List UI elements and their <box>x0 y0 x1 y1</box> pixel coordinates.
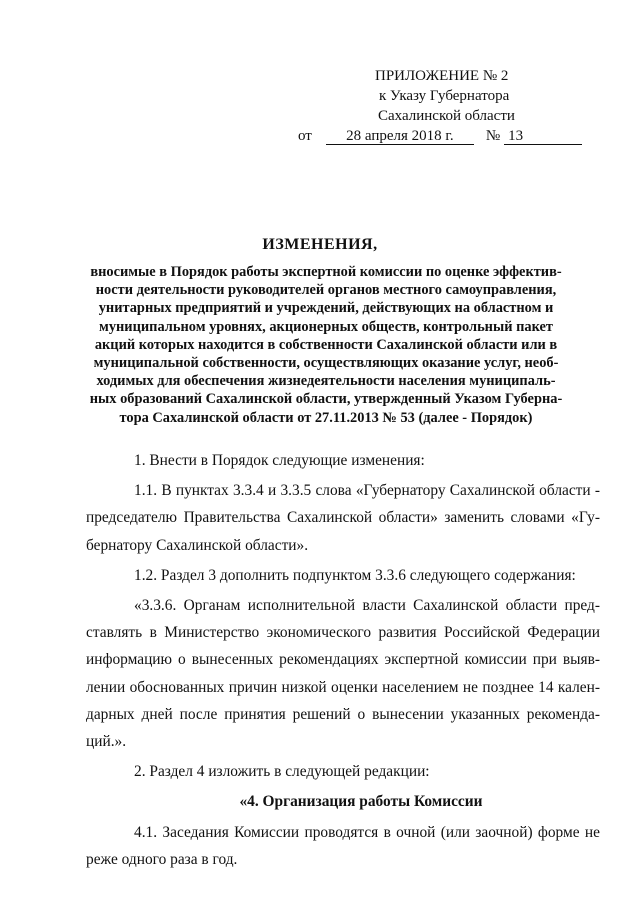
paragraph-3-3-6-line: ставлять в Министерство экономического развития Российской Федерации <box>86 624 600 642</box>
document-title: ИЗМЕНЕНИЯ, <box>262 236 378 253</box>
paragraph-1-1-line: бернатору Сахалинской области». <box>86 536 309 554</box>
document-body <box>86 447 600 873</box>
paragraph-3-3-6-line: ций.». <box>86 733 127 751</box>
paragraph-4-1-line: 4.1. Заседания Комиссии проводятся в очной (или заочной) форме не <box>134 823 600 841</box>
section-4-heading: «4. Организация работы Комиссии <box>239 793 483 811</box>
decree-reference: к Указу Губернатора <box>379 88 510 104</box>
paragraph-2: 2. Раздел 4 изложить в следующей редакции: <box>134 763 430 781</box>
subtitle-line: ных образований Сахалинской области, утвержденный Указом Губерна- <box>89 391 563 408</box>
document-subtitle <box>76 263 576 427</box>
paragraph-3-3-6-line: «3.3.6. Органам исполнительной власти Сахалинской области пред- <box>134 597 600 615</box>
paragraph-1-2: 1.2. Раздел 3 дополнить подпунктом 3.3.6 следующего содержания: <box>134 566 576 584</box>
paragraph-3-3-6-line: дарных дней после принятия решений о вынесении указанных рекоменда- <box>86 705 600 723</box>
subtitle-line: ходимых для обеспечения жизнедеятельности населения муниципаль- <box>96 373 556 390</box>
subtitle-line: тора Сахалинской области от 27.11.2013 № 53 (далее - Порядок) <box>119 409 533 426</box>
appendix-number: ПРИЛОЖЕНИЕ № 2 <box>375 68 509 84</box>
number-prefix: № <box>485 128 501 144</box>
paragraph-3-3-6-line: информацию о вынесенных рекомендациях экспертной комиссии при выяв- <box>86 651 600 669</box>
decree-date-line <box>292 126 612 146</box>
decree-number: 13 <box>504 128 582 145</box>
subtitle-line: ности деятельности руководителей органов местного самоуправления, <box>95 282 557 299</box>
paragraph-4-1-line: реже одного раза в год. <box>86 850 238 868</box>
decree-date: 28 апреля 2018 г. <box>326 128 474 145</box>
paragraph-1: 1. Внести в Порядок следующие изменения: <box>134 452 425 469</box>
subtitle-line: муниципальном уровнях, акционерных обществ, контрольный пакет <box>99 318 553 335</box>
subtitle-line: акций которых находится в собственности Сахалинской области или в <box>94 336 558 353</box>
paragraph-1-1-line: председателю Правительства Сахалинской области» заменить словами «Гу- <box>86 509 600 527</box>
paragraph-1-1-line: 1.1. В пунктах 3.3.4 и 3.3.5 слова «Губернатору Сахалинской области - <box>134 482 600 500</box>
region-name: Сахалинской области <box>378 108 515 124</box>
date-prefix: от <box>298 128 312 144</box>
appendix-header <box>292 66 612 146</box>
subtitle-line: вносимые в Порядок работы экспертной комиссии по оценке эффектив- <box>90 264 562 280</box>
subtitle-line: муниципальной собственности, осуществляющих оказание услуг, необ- <box>93 355 559 372</box>
paragraph-3-3-6-line: лении обоснованных причин низкой оценки населением не позднее 14 кален- <box>86 678 600 696</box>
subtitle-line: унитарных предприятий и учреждений, действующих на областном и <box>98 300 554 317</box>
